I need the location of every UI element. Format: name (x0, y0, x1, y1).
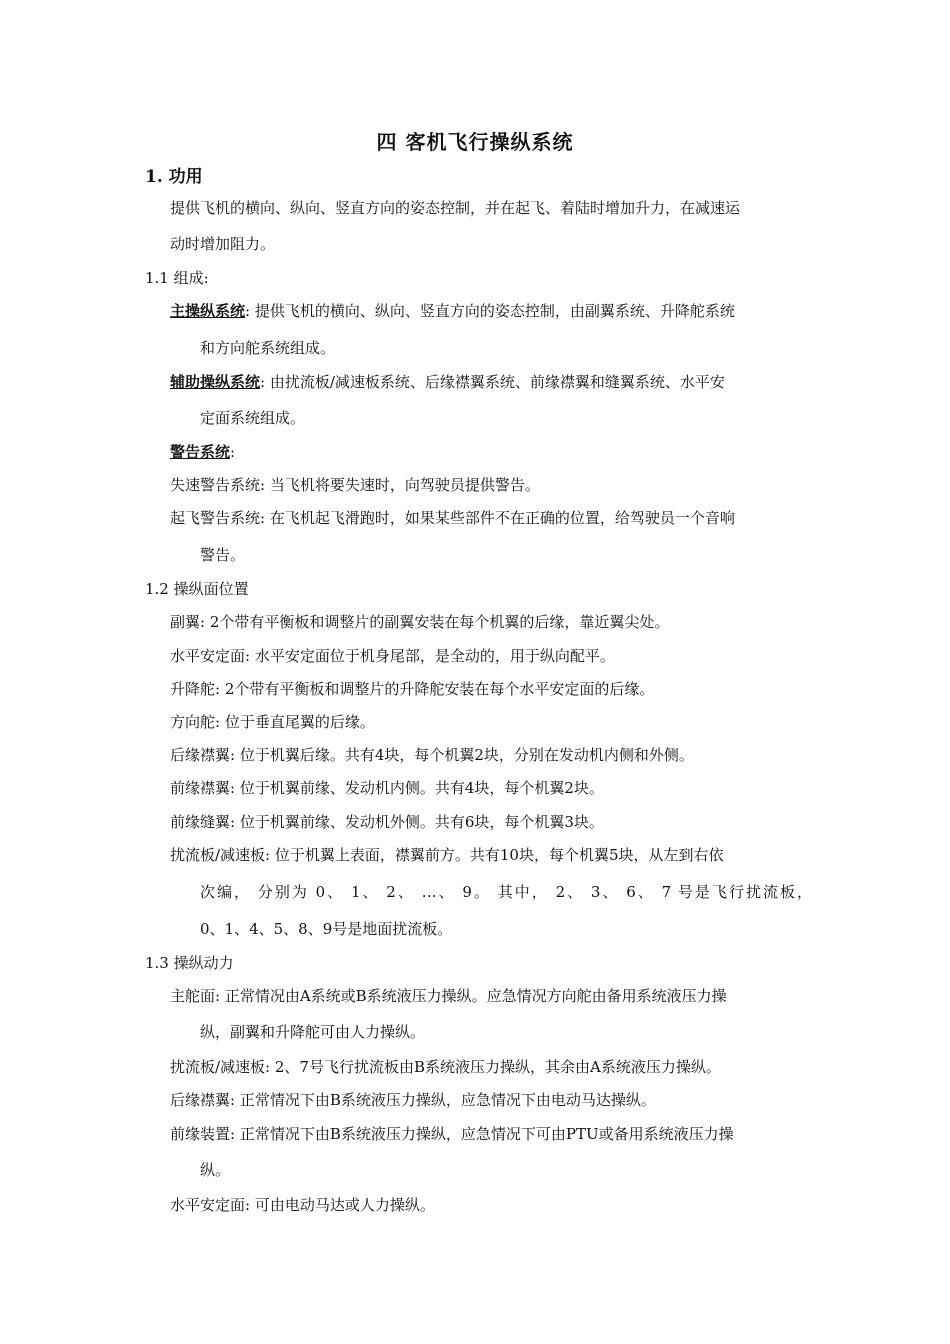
spoiler-line-2: 次编， 分别为 0、 1、 2、 …、 9。 其中， 2、 3、 6、 7 号是飞行扰流板， (200, 883, 812, 901)
primary-surface-power-line-2: 纵，副翼和升降舵可由人力操纵。 (200, 1023, 426, 1041)
leading-edge-device-power-line-1: 前缘装置: 正常情况下由B系统液压力操纵，应急情况下可由PTU或备用系统液压力操 (170, 1125, 734, 1143)
function-paragraph-line-2: 动时增加阻力。 (170, 235, 276, 253)
trailing-edge-flap-text: 后缘襟翼: 位于机翼后缘。共有4块，每个机翼2块，分别在发动机内侧和外侧。 (170, 746, 694, 764)
trailing-edge-flap-power-text: 后缘襟翼: 正常情况下由B系统液压力操纵，应急情况下由电动马达操纵。 (170, 1091, 656, 1109)
main-control-system-desc: : 提供飞机的横向、纵向、竖直方向的姿态控制，由副翼系统、升降舵系统 (245, 302, 735, 320)
section-1-heading: 1. 功用 (145, 167, 203, 187)
leading-edge-device-power-line-2: 纵。 (200, 1161, 231, 1179)
warning-system-colon: : (230, 443, 236, 461)
leading-edge-slat-text: 前缘缝翼: 位于机翼前缘、发动机外侧。共有6块，每个机翼3块。 (170, 813, 604, 831)
stall-warning-text: 失速警告系统: 当飞机将要失速时，向驾驶员提供警告。 (170, 476, 540, 494)
aux-control-system-desc: : 由扰流板/减速板系统、后缘襟翼系统、前缘襟翼和缝翼系统、水平安 (260, 373, 725, 391)
spoiler-line-3: 0、1、4、5、8、9号是地面扰流板。 (200, 920, 453, 938)
section-1-3-heading: 1.3 操纵动力 (145, 954, 234, 972)
spoiler-power-text: 扰流板/减速板: 2、7号飞行扰流板由B系统液压力操纵，其余由A系统液压力操纵。 (170, 1058, 721, 1076)
elevator-text: 升降舵: 2个带有平衡板和调整片的升降舵安装在每个水平安定面的后缘。 (170, 680, 655, 698)
warning-system-line (170, 442, 235, 462)
section-1-2-heading: 1.2 操纵面位置 (145, 580, 249, 598)
aileron-text: 副翼: 2个带有平衡板和调整片的副翼安装在每个机翼的后缘，靠近翼尖处。 (170, 613, 670, 631)
spoiler-line-1: 扰流板/减速板: 位于机翼上表面，襟翼前方。共有10块，每个机翼5块，从左到右依 (170, 846, 724, 864)
function-paragraph-line-1: 提供飞机的横向、纵向、竖直方向的姿态控制，并在起飞、着陆时增加升力，在减速运 (170, 199, 741, 217)
rudder-text: 方向舵: 位于垂直尾翼的后缘。 (170, 713, 375, 731)
primary-surface-power-line-1: 主舵面: 正常情况由A系统或B系统液压力操纵。应急情况方向舵由备用系统液压力操 (170, 987, 727, 1005)
main-control-system-line-2: 和方向舵系统组成。 (200, 339, 336, 357)
aux-control-system-term: 辅助操纵系统 (170, 373, 261, 391)
aux-control-system-line-2: 定面系统组成。 (200, 409, 306, 427)
leading-edge-flap-text: 前缘襟翼: 位于机翼前缘、发动机内侧。共有4块，每个机翼2块。 (170, 779, 604, 797)
page-title: 四 客机飞行操纵系统 (376, 130, 574, 154)
takeoff-warning-line-1: 起飞警告系统: 在飞机起飞滑跑时，如果某些部件不在正确的位置，给驾驶员一个音响 (170, 509, 735, 527)
warning-system-term: 警告系统 (170, 443, 231, 461)
aux-control-system-line-1 (170, 372, 725, 392)
horizontal-stabilizer-text: 水平安定面: 水平安定面位于机身尾部，是全动的，用于纵向配平。 (170, 647, 615, 665)
main-control-system-term: 主操纵系统 (170, 302, 246, 320)
takeoff-warning-line-2: 警告。 (200, 546, 246, 564)
stabilizer-power-text: 水平安定面: 可由电动马达或人力操纵。 (170, 1196, 435, 1214)
section-1-1-heading: 1.1 组成: (145, 269, 209, 287)
main-control-system-line-1 (170, 301, 735, 321)
